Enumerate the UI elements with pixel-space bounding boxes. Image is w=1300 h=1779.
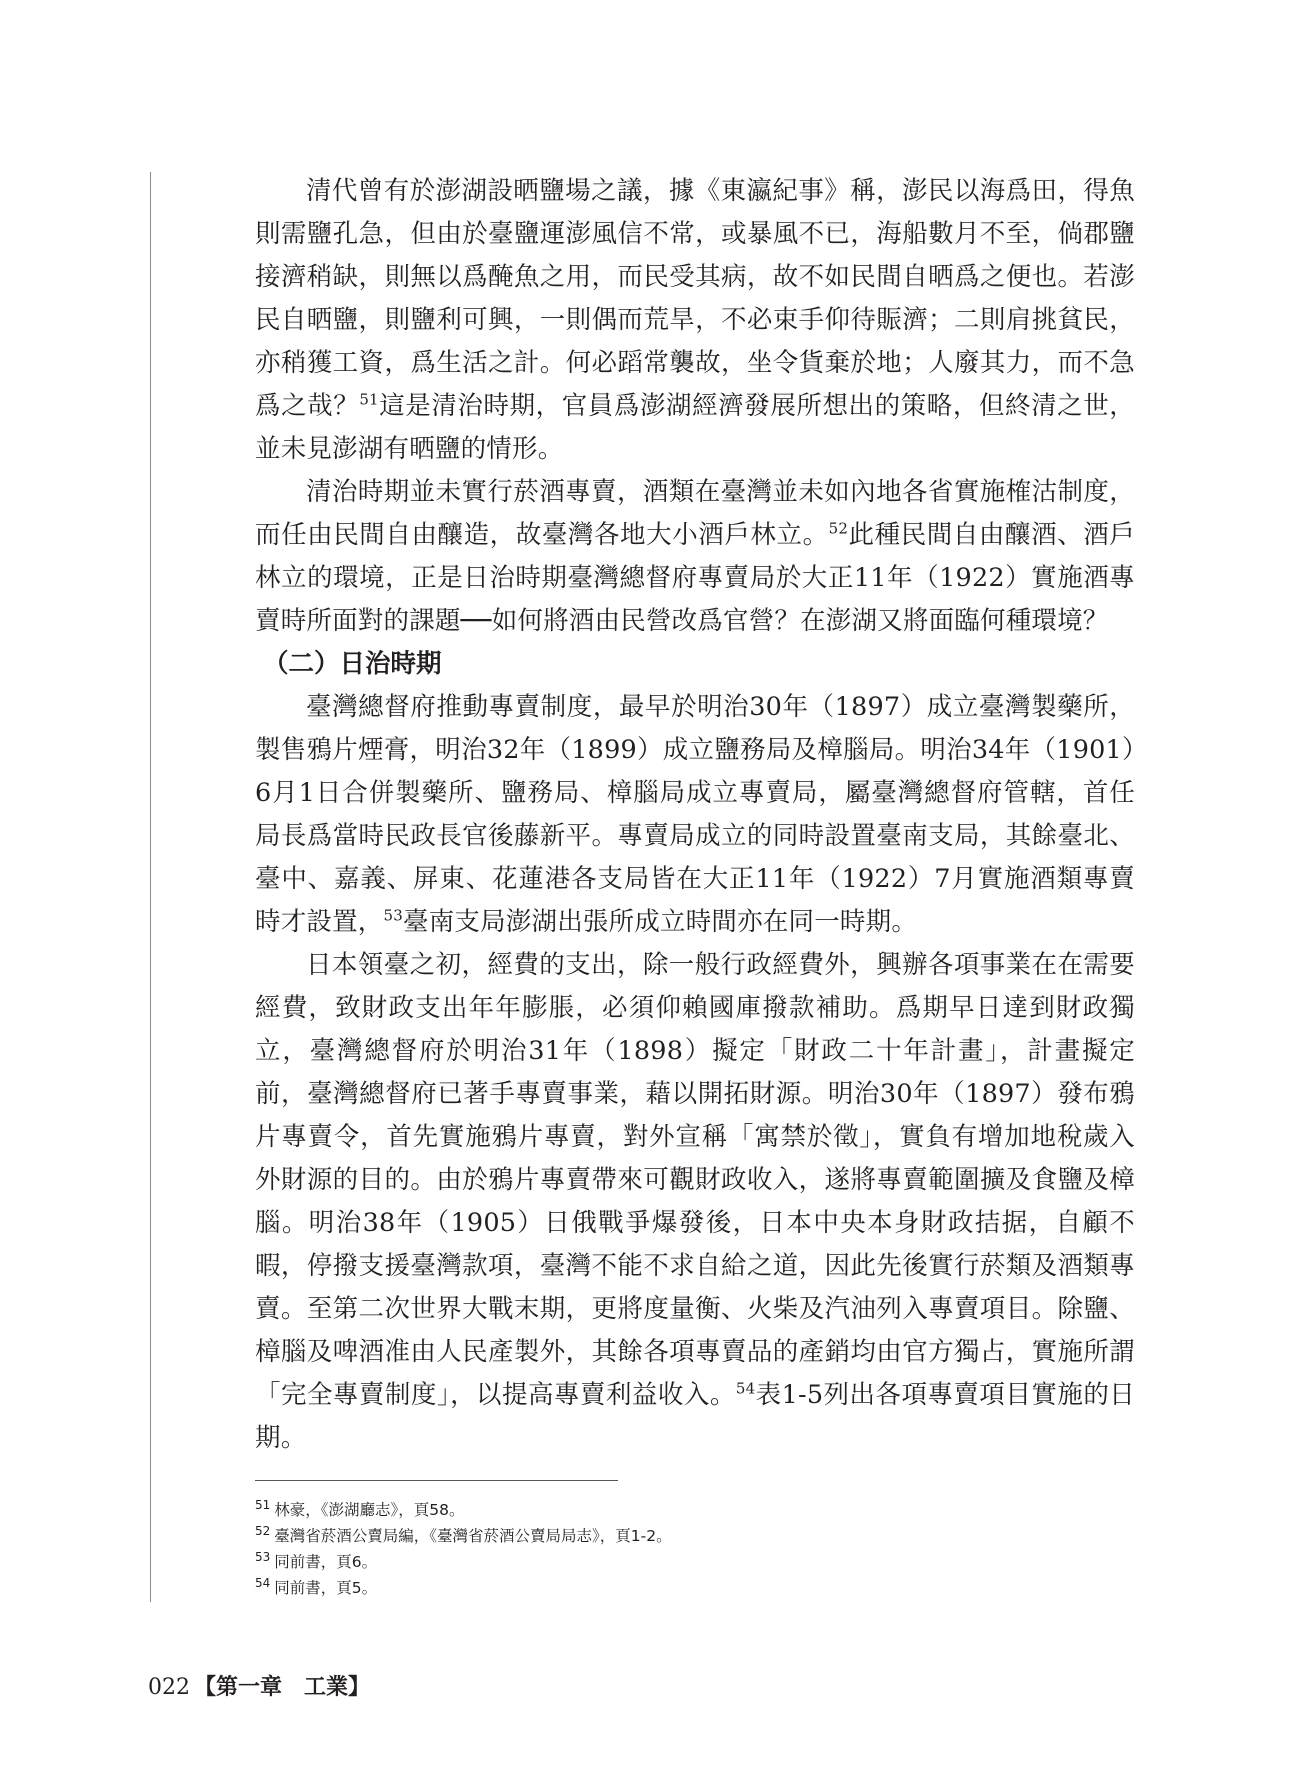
paragraph-1-tail: 這是清治時期，官員爲澎湖經濟發展所想出的策略，但終清之世，並未見澎湖有晒鹽的情形。 xyxy=(255,391,1135,464)
paragraph-3-tail: 臺南支局澎湖出張所成立時間亦在同一時期。 xyxy=(403,907,918,937)
paragraph-4 xyxy=(255,944,1135,1460)
paragraph-3 xyxy=(255,686,1135,944)
footnote-item xyxy=(255,1549,1135,1575)
footnote-ref-51: 51 xyxy=(359,390,379,409)
footnote-number: 54 xyxy=(255,1575,271,1590)
footnote-item xyxy=(255,1575,1135,1601)
footnote-ref-53: 53 xyxy=(383,906,404,925)
footnote-number: 53 xyxy=(255,1549,271,1564)
paragraph-4-text: 日本領臺之初，經費的支出，除一般行政經費外，興辦各項事業在在需要經費，致財政支出年年膨脹，必須仰賴國庫撥款補助。爲期早日達到財政獨立，臺灣總督府於明治31年（1898）擬定「財政二十年計畫」，計畫擬定前，臺灣總督府已著手專賣事業，藉以開拓財源。明治30年（1897）發布鴉片專賣令，首先實施鴉片專賣，對外宣稱「寓禁於徵」，實負有增加地稅歲入外財源的目的。由於鴉片專賣帶來可觀財政收入，遂將專賣範圍擴及食鹽及樟腦。明治38年（1905）日俄戰爭爆發後，日本中央本身財政拮据，自顧不暇，停撥支援臺灣款項，臺灣不能不求自給之道，因此先後實行菸類及酒類專賣。至第二次世界大戰末期，更將度量衡、火柴及汽油列入專賣項目。除鹽、樟腦及啤酒准由人民產製外，其餘各項專賣品的產銷均由官方獨占，實施所謂「完全專賣制度」，以提高專賣利益收入。 xyxy=(255,950,1135,1410)
footnote-text: 林豪，《澎湖廳志》，頁58。 xyxy=(274,1501,465,1519)
footnote-text: 臺灣省菸酒公賣局編，《臺灣省菸酒公賣局局志》，頁1-2。 xyxy=(274,1527,672,1545)
section-heading: （二）日治時期 xyxy=(263,649,442,679)
footnote-number: 51 xyxy=(255,1497,271,1512)
footnote-text: 同前書，頁6。 xyxy=(274,1553,378,1571)
footnote-text: 同前書，頁5。 xyxy=(274,1579,378,1597)
footnote-divider xyxy=(255,1480,618,1481)
footnote-ref-52: 52 xyxy=(828,519,849,538)
footnote-item xyxy=(255,1523,1135,1549)
paragraph-1 xyxy=(255,170,1135,471)
chapter-label: 【第一章 工業】 xyxy=(194,1674,371,1700)
paragraph-4-tail: 表1-5列出各項專賣項目實施的日期。 xyxy=(255,1380,1135,1453)
paragraph-1-text: 清代曾有於澎湖設晒鹽場之議，據《東瀛紀事》稱，澎民以海爲田，得魚則需鹽孔急，但由於臺鹽運澎風信不常，或暴風不已，海船數月不至，倘郡鹽接濟稍缺，則無以爲醃魚之用，而民受其病，故不如民間自晒爲之便也。若澎民自晒鹽，則鹽利可興，一則偶而荒旱，不必束手仰待賑濟；二則肩挑貧民，亦稍獲工資，爲生活之計。何必蹈常襲故，坐令貨棄於地；人廢其力，而不急爲之哉？ xyxy=(255,176,1135,421)
paragraph-2-text: 清治時期並未實行菸酒專賣，酒類在臺灣並未如內地各省實施榷沽制度，而任由民間自由釀造，故臺灣各地大小酒戶林立。 xyxy=(255,477,1135,550)
page-footer xyxy=(148,1670,370,1701)
main-text xyxy=(255,170,1135,1460)
paragraph-3-text: 臺灣總督府推動專賣制度，最早於明治30年（1897）成立臺灣製藥所，製售鴉片煙膏，明治32年（1899）成立鹽務局及樟腦局。明治34年（1901）6月1日合併製藥所、鹽務局、樟腦局成立專賣局，屬臺灣總督府管轄，首任局長爲當時民政長官後藤新平。專賣局成立的同時設置臺南支局，其餘臺北、臺中、嘉義、屏東、花蓮港各支局皆在大正11年（1922）7月實施酒類專賣時才設置， xyxy=(255,692,1135,937)
footnote-item xyxy=(255,1497,1135,1523)
left-margin-rule xyxy=(150,172,151,1602)
footnote-number: 52 xyxy=(255,1523,271,1538)
footnote-ref-54: 54 xyxy=(735,1379,756,1398)
paragraph-2 xyxy=(255,471,1135,643)
footnotes xyxy=(255,1497,1135,1601)
paragraph-2-tail: 此種民間自由釀酒、酒戶林立的環境，正是日治時期臺灣總督府專賣局於大正11年（1922）實施酒專賣時所面對的課題──如何將酒由民營改爲官營？在澎湖又將面臨何種環境？ xyxy=(255,520,1136,636)
page-number: 022 xyxy=(148,1675,190,1700)
